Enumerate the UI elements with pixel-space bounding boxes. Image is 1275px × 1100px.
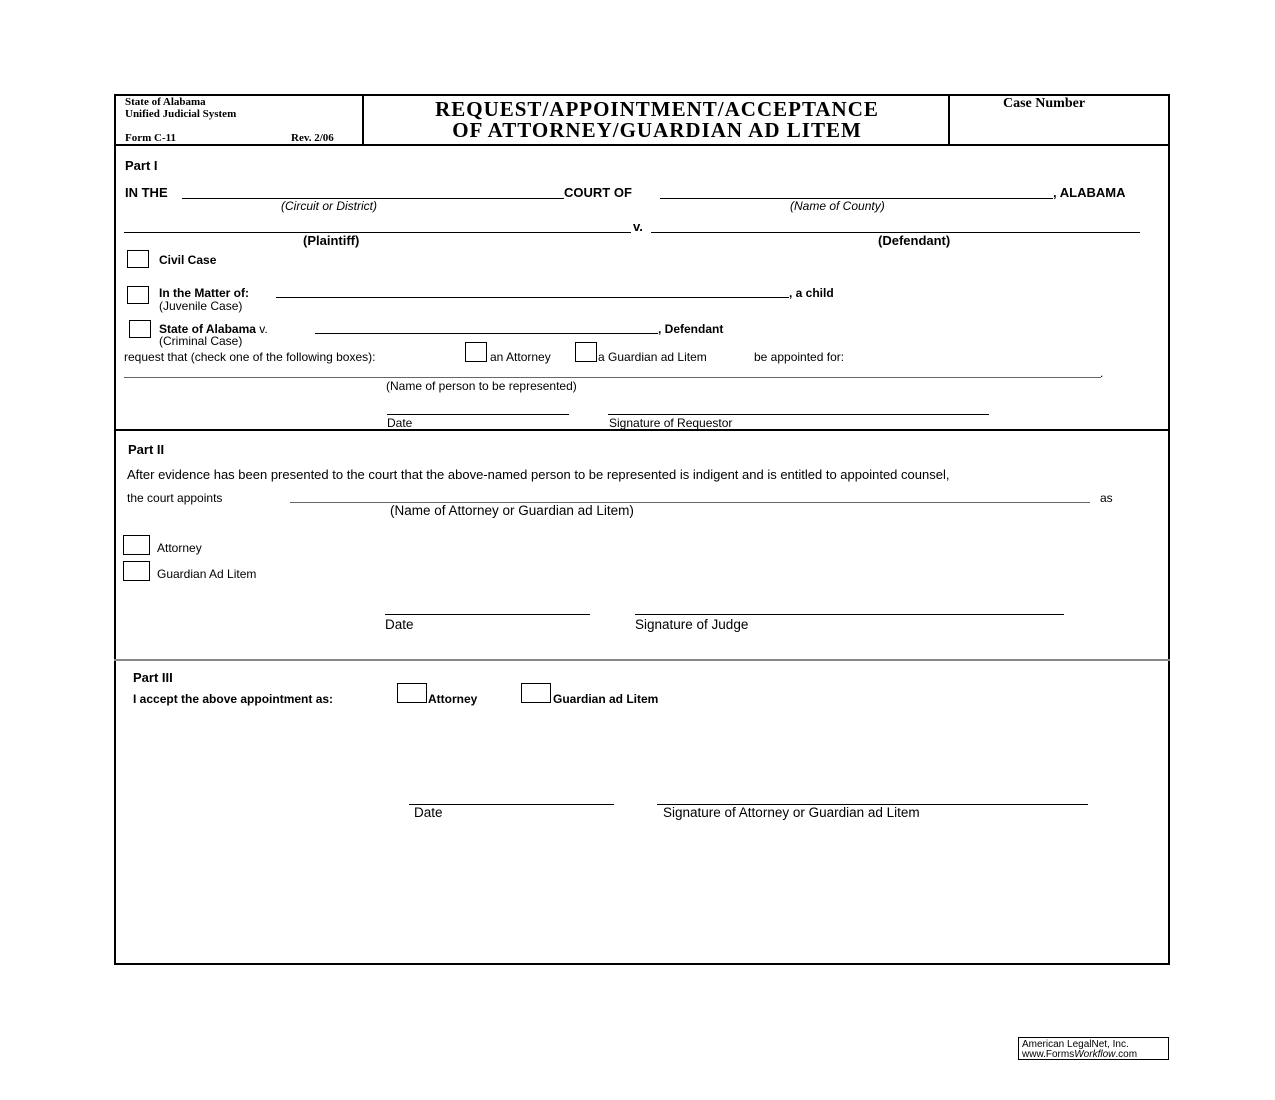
child-name-field[interactable]	[276, 297, 789, 298]
juvenile-case-checkbox[interactable]	[127, 286, 149, 304]
judge-signature-field[interactable]	[635, 614, 1064, 615]
matter-of-label: In the Matter of:	[159, 286, 249, 300]
part1-heading: Part I	[125, 158, 158, 173]
civil-case-checkbox[interactable]	[127, 250, 149, 268]
accept-guardian-checkbox[interactable]	[521, 683, 551, 703]
criminal-defendant-field[interactable]	[315, 333, 658, 334]
appoint-attorney-checkbox[interactable]	[123, 535, 150, 555]
judge-date-label: Date	[385, 617, 414, 632]
attorney-date-label: Date	[414, 805, 443, 820]
state-label: State of Alabama	[125, 96, 206, 108]
part3-heading: Part III	[133, 670, 173, 685]
title-line-2: OF ATTORNEY/GUARDIAN AD LITEM	[452, 118, 862, 142]
court-appoints-label: the court appoints	[127, 491, 223, 505]
case-number-label: Case Number	[1003, 96, 1086, 111]
county-hint: (Name of County)	[790, 199, 885, 213]
an-attorney-checkbox[interactable]	[465, 342, 487, 362]
attorney-signature-label: Signature of Attorney or Guardian ad Litem	[663, 805, 920, 820]
appoint-guardian-checkbox[interactable]	[123, 561, 150, 581]
site-prefix: www.Forms	[1022, 1049, 1075, 1060]
juvenile-hint: (Juvenile Case)	[159, 299, 243, 313]
request-text: request that (check one of the following boxes):	[124, 350, 376, 364]
publisher-site	[1022, 1050, 1165, 1060]
an-attorney-label: an Attorney	[490, 350, 551, 364]
header-vline-right	[948, 94, 950, 145]
civil-case-label: Civil Case	[159, 253, 217, 267]
form-title	[366, 99, 948, 141]
appoint-guardian-label: Guardian Ad Litem	[157, 567, 257, 581]
requestor-signature-field[interactable]	[608, 414, 989, 415]
appoint-attorney-label: Attorney	[157, 541, 202, 555]
versus-label: v.	[633, 219, 643, 234]
title-line-1: REQUEST/APPOINTMENT/ACCEPTANCE	[435, 97, 879, 121]
a-child-label: , a child	[789, 286, 834, 300]
in-the-label: IN THE	[125, 185, 168, 200]
publisher-name: American LegalNet, Inc.	[1022, 1039, 1129, 1050]
criminal-hint: (Criminal Case)	[159, 334, 243, 348]
criminal-case-checkbox[interactable]	[129, 320, 151, 338]
court-of-label: COURT OF	[564, 185, 632, 200]
header-divider	[114, 144, 1170, 146]
site-suffix: .com	[1115, 1049, 1138, 1060]
case-number-field[interactable]	[952, 114, 1164, 140]
site-italic: Workflow	[1074, 1049, 1116, 1060]
part2-heading: Part II	[128, 442, 165, 457]
accept-attorney-checkbox[interactable]	[397, 683, 427, 703]
publisher-stamp	[1018, 1037, 1169, 1060]
part2-divider	[114, 659, 1170, 661]
accept-attorney-label: Attorney	[428, 692, 478, 706]
alabama-label: , ALABAMA	[1053, 185, 1126, 200]
plaintiff-field[interactable]	[124, 232, 631, 233]
request-date-label: Date	[387, 416, 413, 430]
as-label: as	[1100, 491, 1113, 505]
header-vline-left	[362, 94, 364, 145]
state-v-suffix: v.	[255, 322, 268, 336]
represented-name-field[interactable]	[124, 377, 1101, 378]
a-guardian-checkbox[interactable]	[575, 342, 597, 362]
accept-text: I accept the above appointment as:	[133, 692, 334, 706]
circuit-hint: (Circuit or District)	[281, 199, 377, 213]
state-v-text: State of Alabama	[159, 322, 256, 336]
defendant-hint: (Defendant)	[878, 233, 951, 248]
system-label: Unified Judicial System	[125, 108, 237, 120]
judge-date-field[interactable]	[385, 614, 590, 615]
revision: Rev. 2/06	[291, 132, 334, 144]
request-date-field[interactable]	[387, 414, 569, 415]
appointed-for-label: be appointed for:	[754, 350, 845, 364]
form-number: Form C-11	[125, 132, 177, 144]
defendant-label: , Defendant	[658, 322, 724, 336]
accept-guardian-label: Guardian ad Litem	[553, 692, 659, 706]
represented-name-hint: (Name of person to be represented)	[386, 379, 577, 393]
judge-signature-label: Signature of Judge	[635, 617, 749, 632]
appointee-name-hint: (Name of Attorney or Guardian ad Litem)	[390, 503, 634, 518]
evidence-text: After evidence has been presented to the court that the above-named person to be represented is indigent and is entitled to appointed counsel,	[127, 467, 950, 482]
a-guardian-label: a Guardian ad Litem	[598, 350, 707, 364]
plaintiff-hint: (Plaintiff)	[303, 233, 360, 248]
period: .	[1100, 366, 1104, 380]
requestor-signature-label: Signature of Requestor	[609, 416, 733, 430]
